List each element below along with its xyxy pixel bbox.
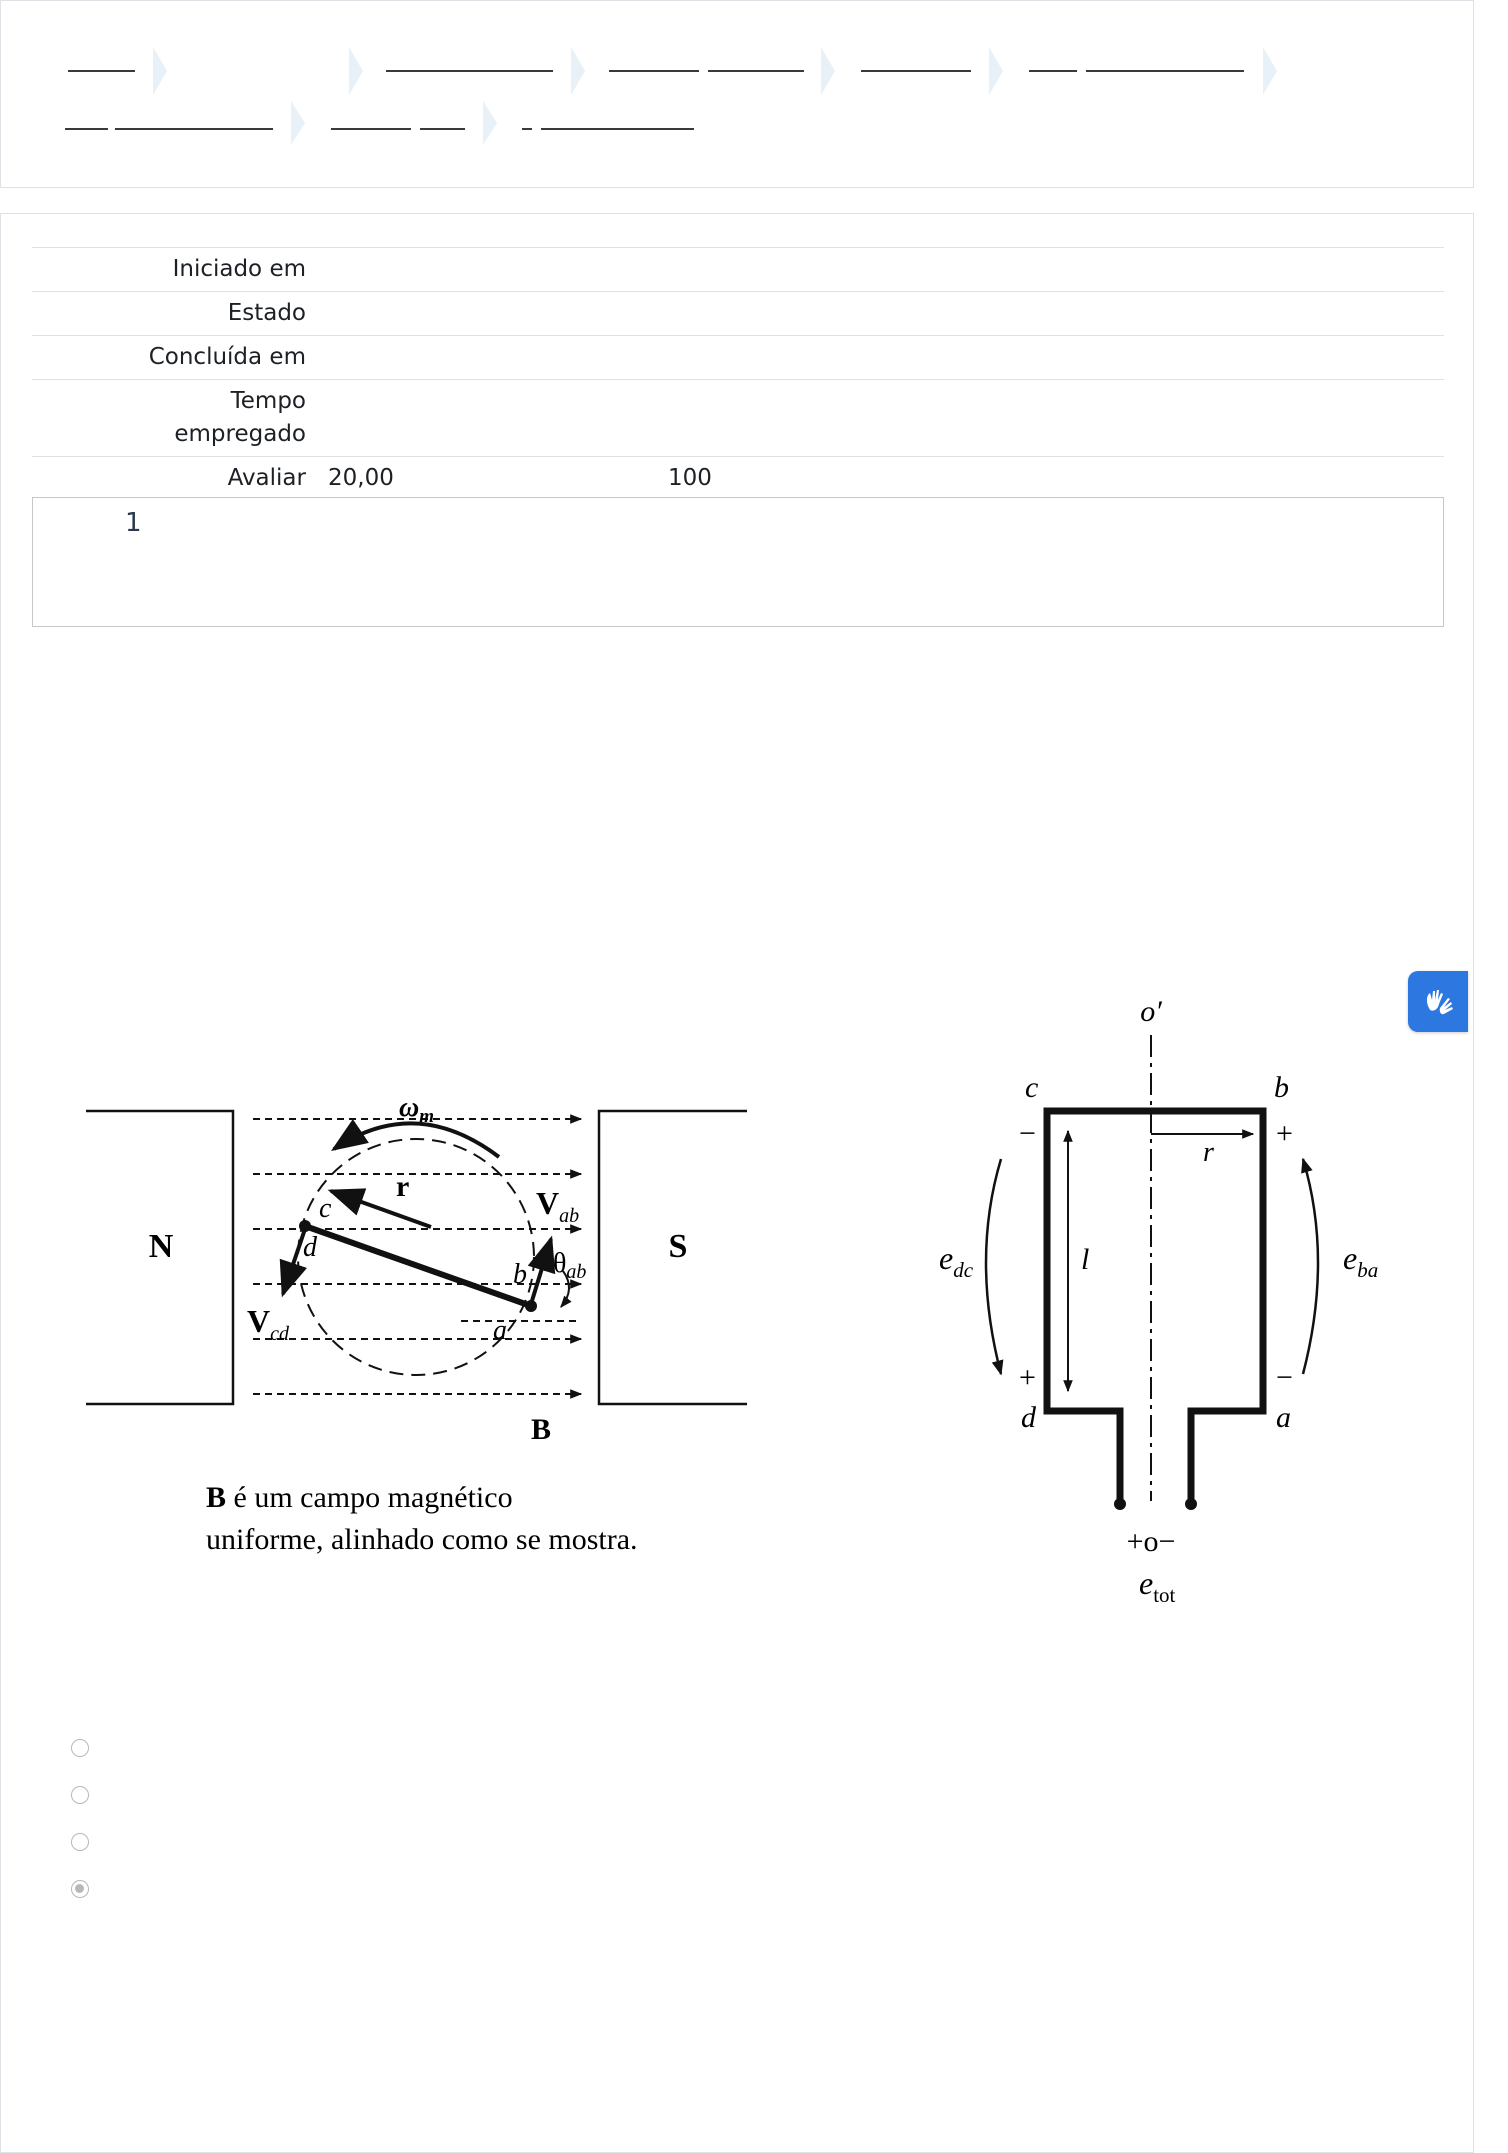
breadcrumb-item-link[interactable] bbox=[541, 128, 694, 130]
summary-row bbox=[32, 336, 1444, 380]
breadcrumb-item-link[interactable] bbox=[115, 128, 273, 130]
breadcrumb-item-link[interactable] bbox=[1086, 70, 1244, 72]
summary-label: Tempo empregado bbox=[174, 388, 306, 447]
polarity-c: − bbox=[1019, 1117, 1036, 1150]
grade-max: 100 bbox=[668, 465, 712, 491]
breadcrumb-row-1 bbox=[1, 43, 1473, 83]
velocity-ab-label: $V_{ab}$ bbox=[536, 1185, 580, 1227]
summary-row bbox=[32, 292, 1444, 336]
summary-label: Concluída em bbox=[148, 344, 306, 370]
breadcrumb-item-link[interactable] bbox=[522, 128, 532, 130]
summary-value bbox=[326, 336, 1444, 380]
grade-value: 20,00 bbox=[328, 465, 394, 491]
summary-row-grade bbox=[32, 457, 1444, 501]
point-c-label: c bbox=[319, 1193, 332, 1224]
breadcrumb-row-2 bbox=[1, 101, 1473, 141]
radius-label: r bbox=[396, 1170, 410, 1203]
question-info-box bbox=[32, 497, 1444, 627]
south-pole-label: S bbox=[668, 1228, 688, 1265]
question-number: 1 bbox=[125, 508, 142, 538]
figure-caption-line-2: uniforme, alinhado como se mostra. bbox=[206, 1523, 638, 1556]
breadcrumb-item-link[interactable] bbox=[1029, 70, 1077, 72]
theta-label: $\theta_{ab}$ bbox=[553, 1248, 587, 1283]
breadcrumb-separator-icon bbox=[1263, 47, 1277, 95]
polarity-a: − bbox=[1276, 1361, 1293, 1394]
rotating-loop-diagram bbox=[86, 1092, 747, 1556]
breadcrumb-item-link[interactable] bbox=[331, 128, 411, 130]
polarity-b: + bbox=[1276, 1117, 1293, 1150]
breadcrumb-item-link[interactable] bbox=[65, 128, 108, 130]
breadcrumb-item-link[interactable] bbox=[708, 70, 804, 72]
summary-label: Iniciado em bbox=[172, 256, 306, 282]
figure-caption-line-1: B é um campo magnético bbox=[206, 1481, 513, 1514]
question-figure bbox=[61, 759, 1441, 1629]
summary-value bbox=[326, 292, 1444, 336]
breadcrumb-separator-icon bbox=[153, 47, 167, 95]
loop-conductor bbox=[305, 1226, 531, 1306]
grade-label: Avaliar bbox=[227, 465, 306, 491]
breadcrumb bbox=[0, 0, 1474, 188]
breadcrumb-separator-icon bbox=[349, 47, 363, 95]
corner-a-label: a bbox=[1276, 1401, 1291, 1434]
edc-label: $e_{dc}$ bbox=[939, 1240, 974, 1282]
breadcrumb-item-link[interactable] bbox=[68, 70, 135, 72]
length-label: l bbox=[1081, 1243, 1090, 1276]
summary-value bbox=[326, 380, 1444, 457]
summary-row bbox=[32, 380, 1444, 457]
point-d-label: d bbox=[303, 1232, 317, 1263]
axis-label: o′ bbox=[1140, 995, 1162, 1028]
omega-rotation-arrow bbox=[334, 1123, 499, 1157]
omega-label: $\omega_m$ bbox=[399, 1092, 435, 1127]
breadcrumb-item-link[interactable] bbox=[861, 70, 971, 72]
sign-language-hands-icon bbox=[1420, 984, 1456, 1020]
corner-d-label: d bbox=[1021, 1401, 1036, 1434]
terminal-right-dot bbox=[1185, 1498, 1197, 1510]
answer-option-radio[interactable] bbox=[71, 1739, 89, 1757]
field-b-label: B bbox=[531, 1413, 552, 1446]
answer-option-radio[interactable] bbox=[71, 1833, 89, 1851]
grade-cell bbox=[326, 457, 1444, 501]
polarity-d: + bbox=[1019, 1361, 1036, 1394]
summary-value bbox=[326, 248, 1444, 292]
north-pole-label: N bbox=[148, 1228, 174, 1265]
corner-b-label: b bbox=[1274, 1071, 1289, 1104]
point-a-label: a bbox=[493, 1315, 507, 1346]
velocity-cd-label: $V_{cd}$ bbox=[247, 1303, 289, 1345]
edc-arc-arrow bbox=[986, 1159, 1001, 1374]
quiz-review-card bbox=[0, 213, 1474, 2153]
corner-c-label: c bbox=[1025, 1071, 1039, 1104]
summary-row bbox=[32, 248, 1444, 292]
breadcrumb-separator-icon bbox=[291, 101, 305, 145]
breadcrumb-separator-icon bbox=[483, 101, 497, 145]
terminals-label: +o− bbox=[1126, 1525, 1176, 1558]
eba-arc-arrow bbox=[1303, 1159, 1318, 1374]
breadcrumb-separator-icon bbox=[571, 47, 585, 95]
eba-label: $e_{ba}$ bbox=[1343, 1240, 1379, 1282]
breadcrumb-item-link[interactable] bbox=[420, 128, 465, 130]
breadcrumb-item-link[interactable] bbox=[386, 70, 553, 72]
radius-label-right: r bbox=[1203, 1137, 1214, 1168]
sign-language-accessibility-button[interactable] bbox=[1408, 971, 1468, 1032]
point-b-label: b bbox=[513, 1259, 527, 1290]
breadcrumb-separator-icon bbox=[821, 47, 835, 95]
etot-label: $e_{tot}$ bbox=[1139, 1565, 1176, 1607]
breadcrumb-item-link[interactable] bbox=[609, 70, 699, 72]
answer-option-radio-selected[interactable] bbox=[71, 1880, 89, 1898]
radius-vector bbox=[331, 1191, 431, 1227]
terminal-left-dot bbox=[1114, 1498, 1126, 1510]
loop-voltage-diagram bbox=[939, 995, 1378, 1607]
summary-label: Estado bbox=[227, 300, 306, 326]
answer-option-radio[interactable] bbox=[71, 1786, 89, 1804]
loop-outline bbox=[1047, 1111, 1263, 1504]
breadcrumb-separator-icon bbox=[989, 47, 1003, 95]
attempt-summary-table bbox=[32, 247, 1444, 500]
